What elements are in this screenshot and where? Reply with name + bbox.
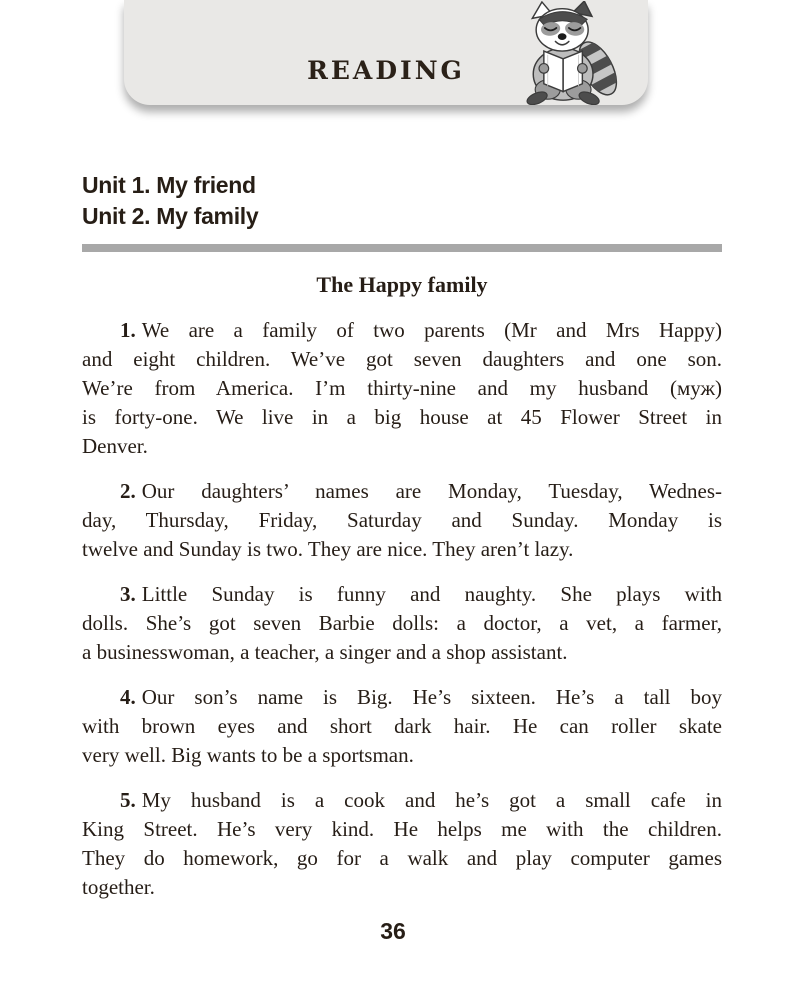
- paragraph-number: 1.: [120, 318, 136, 342]
- paragraph-line: twelve and Sunday is two. They are nice. They aren’t lazy.: [82, 537, 574, 561]
- paragraph-first-line: 3. Little Sunday is funny and naughty. She plays with: [120, 582, 722, 606]
- story-title: The Happy family: [316, 272, 488, 297]
- paragraph: [82, 683, 722, 770]
- paragraph-line: is forty-one. We live in a big house at 45 Flower Street in: [82, 405, 722, 429]
- paragraph-number: 2.: [120, 479, 136, 503]
- paragraph-line: We’re from America. I’m thirty-nine and my husband (муж): [82, 376, 722, 400]
- paragraph-line: day, Thursday, Friday, Saturday and Sunday. Monday is: [82, 508, 722, 532]
- raccoon-reading-book-icon: [512, 1, 620, 110]
- page-number: 36: [380, 918, 406, 944]
- section-title: READING: [307, 56, 465, 85]
- paragraph-number: 5.: [120, 788, 136, 812]
- article: [82, 270, 722, 918]
- paragraph: [82, 477, 722, 564]
- unit-headings: [82, 170, 722, 232]
- paragraph: [82, 786, 722, 902]
- header-tab: [124, 0, 648, 105]
- paragraph: [82, 580, 722, 667]
- article-body: [82, 316, 722, 902]
- paragraph: [82, 316, 722, 461]
- section-divider: [82, 244, 722, 252]
- paragraph-first-line: 4. Our son’s name is Big. He’s sixteen. He’s a tall boy: [120, 685, 722, 709]
- paragraph-line: King Street. He’s very kind. He helps me with the children.: [82, 817, 722, 841]
- paragraph-number: 4.: [120, 685, 136, 709]
- paragraph-first-line: 2. Our daughters’ names are Monday, Tuesday, Wednes-: [120, 479, 722, 503]
- paragraph-line: very well. Big wants to be a sportsman.: [82, 743, 414, 767]
- paragraph-first-line: 1. We are a family of two parents (Mr and Mrs Happy): [120, 318, 722, 342]
- paragraph-line: Denver.: [82, 434, 148, 458]
- paragraph-line: They do homework, go for a walk and play computer games: [82, 846, 722, 870]
- paragraph-line: together.: [82, 875, 155, 899]
- paragraph-line: a businesswoman, a teacher, a singer and a shop assistant.: [82, 640, 568, 664]
- paragraph-line: and eight children. We’ve got seven daughters and one son.: [82, 347, 722, 371]
- paragraph-number: 3.: [120, 582, 136, 606]
- unit-heading-2: Unit 2. My family: [82, 203, 259, 229]
- paragraph-first-line: 5. My husband is a cook and he’s got a small cafe in: [120, 788, 722, 812]
- unit-heading-1: Unit 1. My friend: [82, 172, 256, 198]
- paragraph-line: dolls. She’s got seven Barbie dolls: a doctor, a vet, a farmer,: [82, 611, 722, 635]
- paragraph-line: with brown eyes and short dark hair. He can roller skate: [82, 714, 722, 738]
